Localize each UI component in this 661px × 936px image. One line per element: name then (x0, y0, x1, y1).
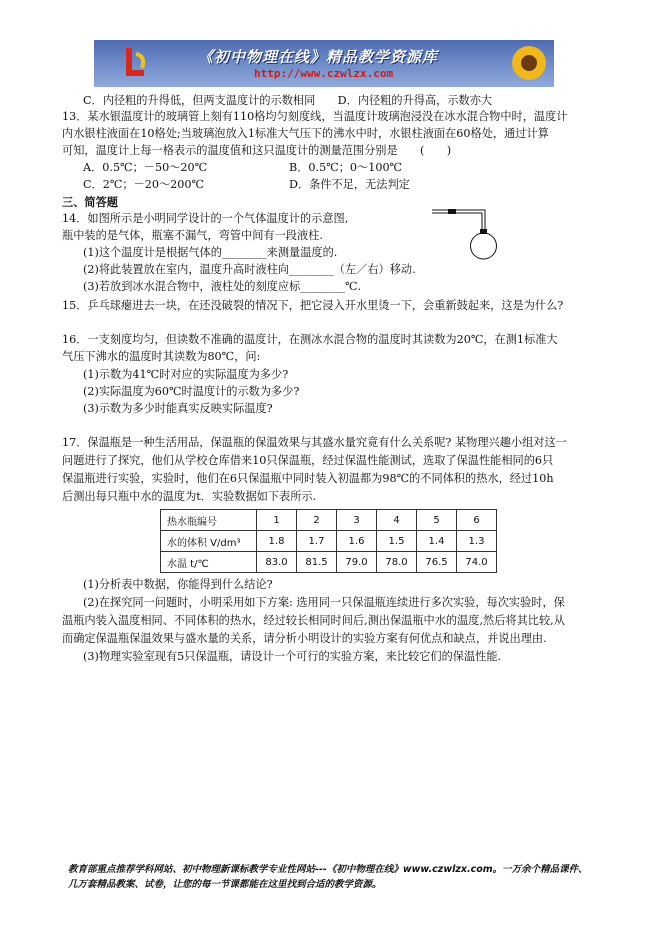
q17-sub-3: 温瓶内装入温度相同、不同体积的热水，经过较长相同时间后,测出保温瓶中水的温度,然后将其比较,从 (62, 614, 565, 627)
table-volume-label: 水的体积 V/dm³ (161, 531, 257, 552)
footer-line-2: 几万套精品教案、试卷，让您的每一节课都能在这里找到合适的教学资源。 (68, 879, 382, 890)
q14-line-3: (1)这个温度计是根据气体的________来测量温度的. (83, 246, 338, 259)
q17-line-4: 后测出每只瓶中水的温度为t．实验数据如下表所示. (62, 490, 317, 503)
q14-line-2: 瓶中装的是气体，瓶塞不漏气，弯管中间有一段液柱. (62, 229, 323, 242)
table-row (161, 510, 497, 531)
q17-sub-5: (3)物理实验室现有5只保温瓶，请设计一个可行的实验方案，来比较它们的保温性能. (83, 650, 502, 663)
q16-line-3: (1)示数为41℃时对应的实际温度为多少? (83, 368, 289, 381)
table-temp-label: 水温 t/℃ (161, 552, 257, 573)
q13-option-a: A．0.5℃；－50～20℃ (83, 161, 208, 174)
experiment-data-table (160, 509, 497, 573)
table-cell: 3 (337, 510, 377, 531)
gas-thermometer-diagram (430, 202, 512, 264)
table-header-label: 热水瓶编号 (161, 510, 257, 531)
q16-line-5: (3)示数为多少时能真实反映实际温度? (83, 402, 273, 415)
table-cell: 1 (257, 510, 297, 531)
table-cell: 83.0 (257, 552, 297, 573)
q13-option-d: D．条件不足，无法判定 (289, 178, 410, 191)
q16-line-1: 16．一支刻度均匀，但读数不准确的温度计，在测冰水混合物的温度时其读数为20℃，在测1标准大 (62, 333, 558, 346)
table-cell: 6 (457, 510, 497, 531)
table-cell: 1.6 (337, 531, 377, 552)
table-cell: 5 (417, 510, 457, 531)
q12-options-cd: C．内径粗的升得低，但两支温度计的示数相同 D．内径粗的升得高，示数亦大 (83, 94, 493, 107)
q17-line-2: 问题进行了探究，他们从学校仓库借来10只保温瓶，经过保温性能测试，选取了保温性能相同的6只 (62, 454, 554, 467)
table-cell: 76.5 (417, 552, 457, 573)
q13-line-3: 可知，温度计上每一格表示的温度值和这只温度计的测量范围分别是 ( ) (62, 144, 452, 157)
section-heading: 三、简答题 (62, 195, 118, 209)
q15-text: 15．乒乓球瘪进去一块，在还没破裂的情况下，把它浸入开水里烫一下，会重新鼓起来，这是为什么? (62, 299, 564, 312)
header-banner (94, 40, 554, 87)
table-cell: 81.5 (297, 552, 337, 573)
table-cell: 1.4 (417, 531, 457, 552)
site-logo-icon (122, 46, 148, 82)
q13-option-b: B．0.5℃；0～100℃ (289, 161, 403, 174)
table-cell: 74.0 (457, 552, 497, 573)
q14-line-4: (2)将此装置放在室内，温度升高时液柱向________（左／右）移动. (83, 263, 416, 276)
table-cell: 1.7 (297, 531, 337, 552)
table-cell: 1.8 (257, 531, 297, 552)
table-cell: 79.0 (337, 552, 377, 573)
table-cell: 78.0 (377, 552, 417, 573)
q13-line-2: 内水银柱液面在10格处;当玻璃泡放入1标准大气压下的沸水中时，水银柱液面在60格处，通过计算 (62, 127, 549, 140)
q17-line-3: 保温瓶进行实验，实验时，他们在6只保温瓶中同时装入初温都为98℃的不同体积的热水，经过10h (62, 472, 554, 485)
table-row (161, 552, 497, 573)
q14-line-1: 14．如图所示是小明同学设计的一个气体温度计的示意图, (62, 212, 349, 225)
q17-line-1: 17．保温瓶是一种生活用品，保温瓶的保温效果与其盛水量究竟有什么关系呢? 某物理兴趣小组对这一 (62, 436, 567, 449)
q14-line-5: (3)若放到冰水混合物中，液柱处的刻度应标________℃. (83, 280, 362, 293)
q17-sub-1: (1)分析表中数据，你能得到什么结论? (83, 578, 273, 591)
q16-line-2: 气压下沸水的温度时其读数为80℃，问: (62, 350, 261, 363)
q13-option-c: C．2℃；－20～200℃ (83, 178, 205, 191)
q17-sub-4: 而确定保温瓶保温效果与盛水量的关系，请分析小明设计的实验方案有何优点和缺点，并说出理由. (62, 632, 547, 645)
q13-line-1: 13．某水银温度计的玻璃管上刻有110格均匀刻度线，当温度计玻璃泡浸没在冰水混合物中时，温度计 (62, 110, 568, 123)
table-cell: 1.3 (457, 531, 497, 552)
table-row (161, 531, 497, 552)
sunflower-icon (510, 44, 548, 82)
table-cell: 2 (297, 510, 337, 531)
banner-title: 《初中物理在线》精品教学资源库 (198, 48, 439, 66)
q17-sub-2: (2)在探究同一问题时，小明采用如下方案: 选用同一只保温瓶连续进行多次实验，每次实验时，保 (83, 596, 565, 609)
footer-line-1: 教育部重点推荐学科网站、初中物理新课标教学专业性网站---《初中物理在线》www.czwlzx.com。一万余个精品课件、 (68, 864, 588, 875)
q16-line-4: (2)实际温度为60℃时温度计的示数为多少? (83, 385, 300, 398)
banner-url[interactable]: http://www.czwlzx.com (254, 67, 394, 80)
table-cell: 1.5 (377, 531, 417, 552)
table-cell: 4 (377, 510, 417, 531)
